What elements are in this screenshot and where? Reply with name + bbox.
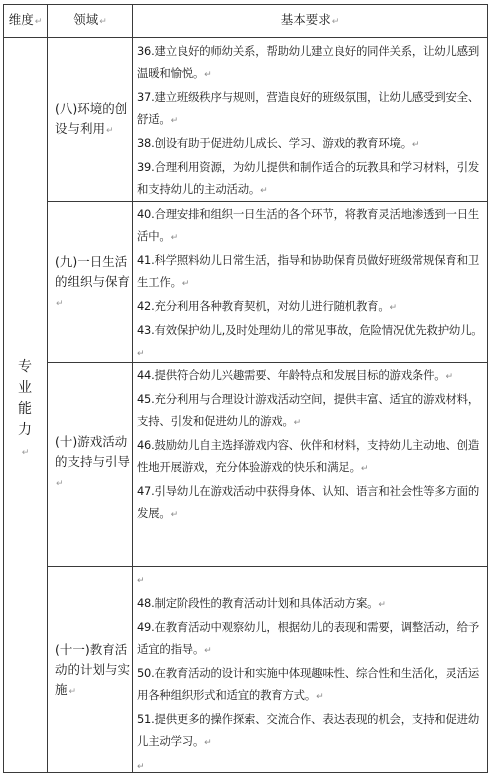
header-bottom-border: [3, 37, 487, 38]
domain-cell: (八)环境的创设与利用↵: [55, 101, 128, 136]
requirement-item: 39.合理利用资源，为幼儿提供和制作适合的玩教具和学习材料，引发和支持幼儿的主动活动。↵: [137, 160, 480, 196]
requirements-cell: [137, 203, 485, 365]
domain-cell: (九)一日生活的组织与保育↵: [55, 254, 131, 309]
requirements-cell: [137, 364, 485, 526]
table-right-border: [487, 4, 488, 773]
requirement-item: 49.在教育活动中观察幼儿，根据幼儿的表现和需要，调整活动，给予适宜的指导。↵: [137, 620, 480, 656]
arrow-icon: ↵: [56, 299, 64, 309]
blank-paragraph: ↵: [137, 576, 145, 586]
requirement-item: 41.科学照料幼儿日常生活，指导和协助保育员做好班级常规保育和卫生工作。↵: [137, 253, 480, 289]
blank-paragraph: ↵: [137, 762, 145, 772]
arrow-icon: ↵: [106, 126, 114, 136]
requirement-item: 48.制定阶段性的教育活动计划和具体活动方案。↵: [137, 596, 386, 610]
requirement-item: 43.有效保护幼儿,及时处理幼儿的常见事故，危险情况优先救护幼儿。↵: [137, 323, 483, 359]
column-divider: [132, 4, 133, 773]
requirement-item: 40.合理安排和组织一日生活的各个环节，将教育灵活地渗透到一日生活中。↵: [137, 207, 480, 243]
requirement-item: 42.充分利用各种教育契机，对幼儿进行随机教育。↵: [137, 299, 397, 313]
row-divider: [47, 566, 487, 567]
requirement-item: 51.提供更多的操作探索、交流合作、表达表现的机会，支持和促进幼儿主动学习。↵: [137, 712, 480, 748]
requirement-item: 37.建立班级秩序与规则，营造良好的班级氛围，让幼儿感受到安全、舒适。↵: [137, 90, 480, 126]
requirements-cell: [137, 568, 485, 778]
header-requirements: 基本要求↵: [280, 12, 340, 27]
header-dimension: 维度↵: [8, 12, 43, 27]
table-left-border: [3, 4, 4, 773]
requirement-item: 46.鼓励幼儿自主选择游戏内容、伙伴和材料，支持幼儿主动地、创造性地开展游戏，充分体验游戏的快乐和满足。↵: [137, 438, 480, 474]
requirement-item: 44.提供符合幼儿兴趣需要、年龄特点和发展目标的游戏条件。↵: [137, 368, 453, 382]
domain-cell: (十一)教育活动的计划与实施↵: [55, 642, 131, 697]
arrow-icon: ↵: [21, 448, 30, 458]
domain-cell: (十)游戏活动的支持与引导↵: [55, 434, 131, 489]
requirement-item: 45.充分利用与合理设计游戏活动空间，提供丰富、适宜的游戏材料，支持、引发和促进幼儿的游戏。↵: [137, 392, 480, 428]
requirement-item: 47.引导幼儿在游戏活动中获得身体、认知、语言和社会性等多方面的发展。↵: [137, 484, 480, 520]
arrow-icon: ↵: [56, 479, 64, 489]
arrow-icon: ↵: [68, 687, 77, 697]
arrow-icon: ↵: [99, 17, 107, 27]
requirement-item: 38.创设有助于促进幼儿成长、学习、游戏的教育环境。↵: [137, 136, 420, 150]
requirement-item: 50.在教育活动的设计和实施中体现趣味性、综合性和生活化，灵活运用各种组织形式和适宜的教育方式。↵: [137, 666, 480, 702]
arrow-icon: ↵: [34, 17, 43, 27]
requirement-item: 36.建立良好的师幼关系，帮助幼儿建立良好的同伴关系，让幼儿感到温暖和愉悦。↵: [137, 44, 480, 80]
requirements-cell: [137, 40, 485, 202]
column-divider: [47, 4, 48, 773]
dimension-cell: 专业能力↵: [18, 359, 32, 458]
arrow-icon: ↵: [331, 17, 340, 27]
header-domain: 领域↵: [73, 12, 107, 27]
table-top-border: [3, 4, 487, 5]
